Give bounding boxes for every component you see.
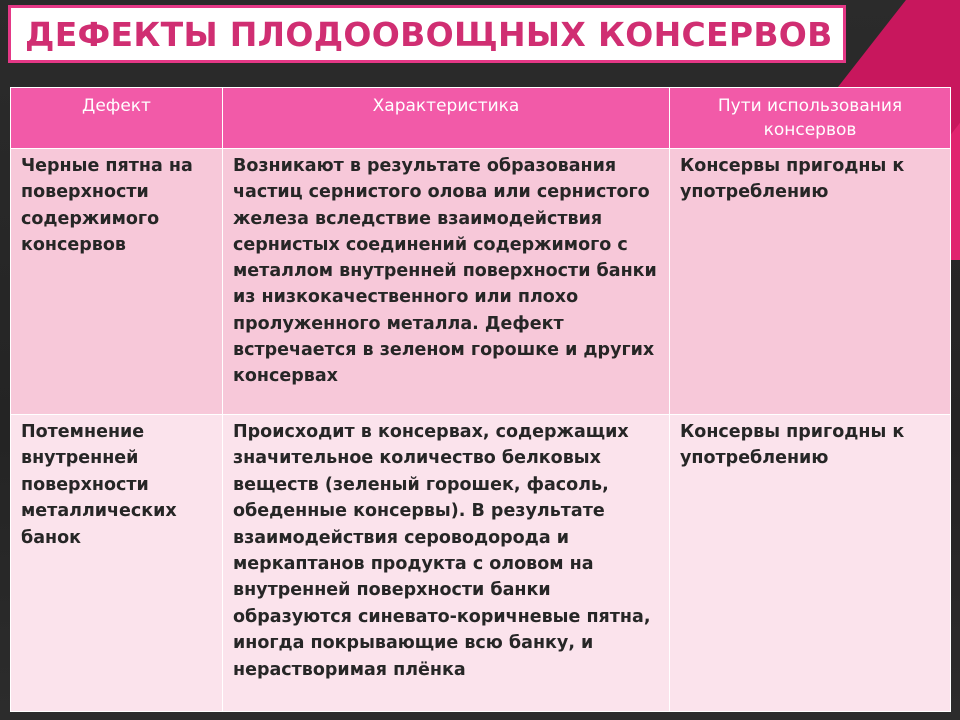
table-header-row: [11, 88, 951, 149]
table-row: [11, 415, 951, 712]
title-banner: [8, 5, 846, 63]
column-header-usage: Пути использования консервов: [670, 88, 951, 149]
defects-table: [10, 87, 951, 712]
cell-characteristic: Происходит в консервах, содержащих значительное количество белковых веществ (зеленый горошек, фасоль, обеденные консервы). В результате взаимодействия сероводорода и меркаптанов продукта с оловом на внутренней поверхности банки образуются синевато-коричневые пятна, иногда покрывающие всю банку, и нерастворимая плёнка: [223, 415, 670, 712]
page-title: ДЕФЕКТЫ ПЛОДООВОЩНЫХ КОНСЕРВОВ: [25, 14, 833, 54]
cell-defect: Черные пятна на поверхности содержимого консервов: [11, 149, 223, 415]
cell-usage: Консервы пригодны к употреблению: [670, 149, 951, 415]
table-row: [11, 149, 951, 415]
cell-characteristic: Возникают в результате образования частиц сернистого олова или сернистого железа вследствие взаимодействия сернистых соединений содержимого с металлом внутренней поверхности банки из низкокачественного или плохо пролуженного металла. Дефект встречается в зеленом горошке и других консервах: [223, 149, 670, 415]
cell-usage: Консервы пригодны к употреблению: [670, 415, 951, 712]
cell-defect: Потемнение внутренней поверхности металлических банок: [11, 415, 223, 712]
column-header-defect: Дефект: [11, 88, 223, 149]
column-header-characteristic: Характеристика: [223, 88, 670, 149]
